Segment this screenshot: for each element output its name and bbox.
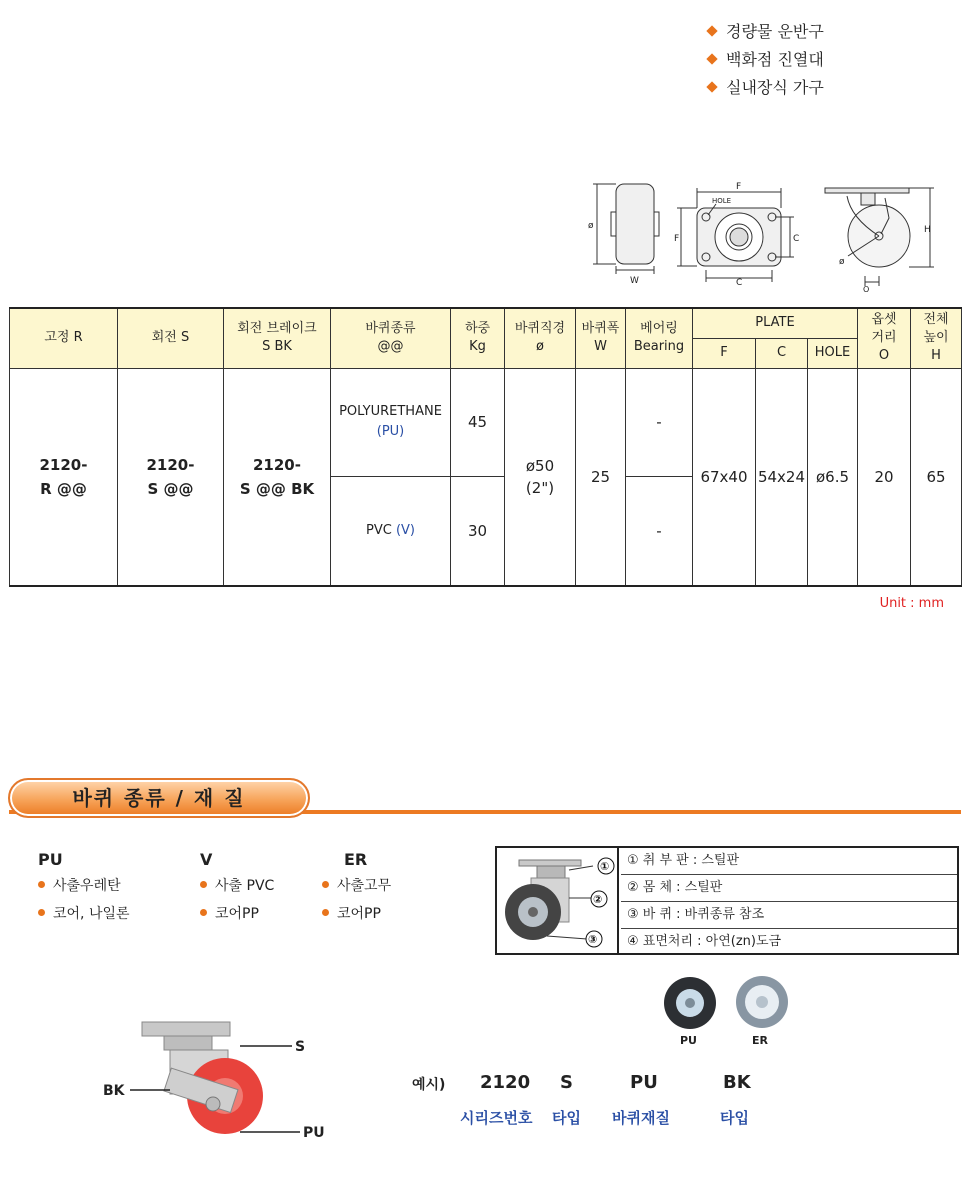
material-v (200, 848, 274, 928)
header-load: 하중 Kg (451, 308, 505, 368)
example-code-series: 2120 (480, 1072, 531, 1093)
bullet-icon (38, 909, 45, 916)
header-offset: 옵셋 거리 O (858, 308, 911, 368)
bullet-icon (200, 881, 207, 888)
material-item: 사출 PVC (200, 872, 274, 900)
material-item: 사출우레탄 (38, 872, 130, 900)
example-meaning-series: 시리즈번호 (460, 1109, 533, 1127)
header-plate-f: F (693, 338, 756, 368)
header-plate: PLATE (693, 308, 858, 338)
cell-material-pvc: PVC (V) (331, 476, 451, 586)
parts-box (495, 846, 959, 955)
header-diameter: 바퀴직경 ø (505, 308, 576, 368)
wheel-thumbnails (660, 976, 800, 1048)
dim-h-label: H (924, 225, 931, 235)
cell-width: 25 (576, 368, 626, 586)
dim-c-label: C (736, 278, 743, 288)
cell-brake-model: 2120- S @@ BK (224, 368, 331, 586)
part-marker-2: ② (593, 893, 603, 906)
header-brake: 회전 브레이크 S BK (224, 308, 331, 368)
example-label: 예시) (412, 1077, 446, 1093)
dim-phi-label: ø (588, 221, 594, 231)
material-item: 코어PP (322, 900, 391, 928)
wheel-side-view (616, 184, 654, 264)
parts-row: ④ 표면처리 : 아연(zn)도금 (627, 934, 782, 949)
header-plate-hole: HOLE (808, 338, 858, 368)
dim-phi-swivel-label: ø (839, 257, 845, 267)
caster-label-bk: BK (103, 1083, 125, 1099)
header-wheel-type: 바퀴종류 @@ (331, 308, 451, 368)
cell-height: 65 (911, 368, 962, 586)
usage-item: 백화점 진열대 (708, 46, 824, 74)
bullet-icon (38, 881, 45, 888)
material-pu (38, 848, 130, 928)
material-item: 코어, 나일론 (38, 900, 130, 928)
parts-row: ② 몸 체 : 스틸판 (621, 875, 957, 902)
cell-plate-hole: ø6.5 (808, 368, 858, 586)
header-width: 바퀴폭 W (576, 308, 626, 368)
caster-label-s: S (295, 1039, 306, 1055)
cell-diameter: ø50 (2") (505, 368, 576, 586)
section-title: 바퀴 종류 / 재 질 (72, 786, 246, 810)
cell-material-pu: POLYURETHANE (PU) (331, 368, 451, 476)
cell-plate-f: 67x40 (693, 368, 756, 586)
technical-drawing (585, 178, 945, 294)
cell-load-pu: 45 (451, 368, 505, 476)
cell-load-pvc: 30 (451, 476, 505, 586)
material-item: 사출고무 (322, 872, 391, 900)
bullet-icon (322, 909, 329, 916)
material-head: ER (344, 850, 368, 869)
diamond-bullet-icon (706, 25, 717, 36)
cell-bearing-pvc: - (626, 476, 693, 586)
usage-item: 실내장식 가구 (708, 74, 824, 102)
example-code-type: S (560, 1072, 573, 1093)
parts-row: ① 취 부 판 : 스틸판 (621, 848, 957, 875)
header-bearing: 베어링 Bearing (626, 308, 693, 368)
part-marker-1: ① (600, 860, 610, 873)
caster-parts-image (497, 848, 619, 953)
unit-note: Unit : mm (879, 596, 944, 611)
dim-f-side-label: F (674, 234, 680, 244)
caster-label-pu: PU (303, 1125, 325, 1141)
dim-w-label: W (630, 276, 639, 286)
header-fixed: 고정 R (10, 308, 118, 368)
cell-offset: 20 (858, 368, 911, 586)
caster-illustration (100, 1018, 340, 1148)
parts-list (621, 848, 957, 955)
example-code-brake: BK (723, 1072, 751, 1093)
example-meaning-brake: 타입 (720, 1109, 749, 1127)
material-item: 코어PP (200, 900, 274, 928)
dim-o-label: O (863, 285, 870, 294)
header-height: 전체 높이 H (911, 308, 962, 368)
cell-fixed-model: 2120- R @@ (10, 368, 118, 586)
er-wheel-label: ER (752, 1034, 768, 1047)
bullet-icon (200, 909, 207, 916)
swivel-plate-side (825, 188, 909, 193)
usage-list (708, 18, 824, 102)
cell-swivel-model: 2120- S @@ (118, 368, 224, 586)
cell-bearing-pu: - (626, 368, 693, 476)
cell-plate-c: 54x24 (756, 368, 808, 586)
part-marker-3: ③ (588, 933, 598, 946)
header-plate-c: C (756, 338, 808, 368)
diamond-bullet-icon (706, 81, 717, 92)
example-code-material: PU (630, 1072, 658, 1093)
dim-hole-label: HOLE (712, 197, 732, 205)
dim-f-label: F (736, 182, 742, 192)
parts-row: ③ 바 퀴 : 바퀴종류 참조 (621, 902, 957, 929)
example-meaning-material: 바퀴재질 (612, 1109, 670, 1127)
material-head: V (200, 850, 213, 869)
dim-c-side-label: C (793, 234, 800, 244)
material-head: PU (38, 850, 63, 869)
example-meaning-type: 타입 (552, 1109, 581, 1127)
diamond-bullet-icon (706, 53, 717, 64)
usage-item: 경량물 운반구 (708, 18, 824, 46)
bullet-icon (322, 881, 329, 888)
material-er (322, 848, 391, 928)
header-swivel: 회전 S (118, 308, 224, 368)
pu-wheel-label: PU (680, 1034, 697, 1047)
spec-table (9, 307, 962, 587)
